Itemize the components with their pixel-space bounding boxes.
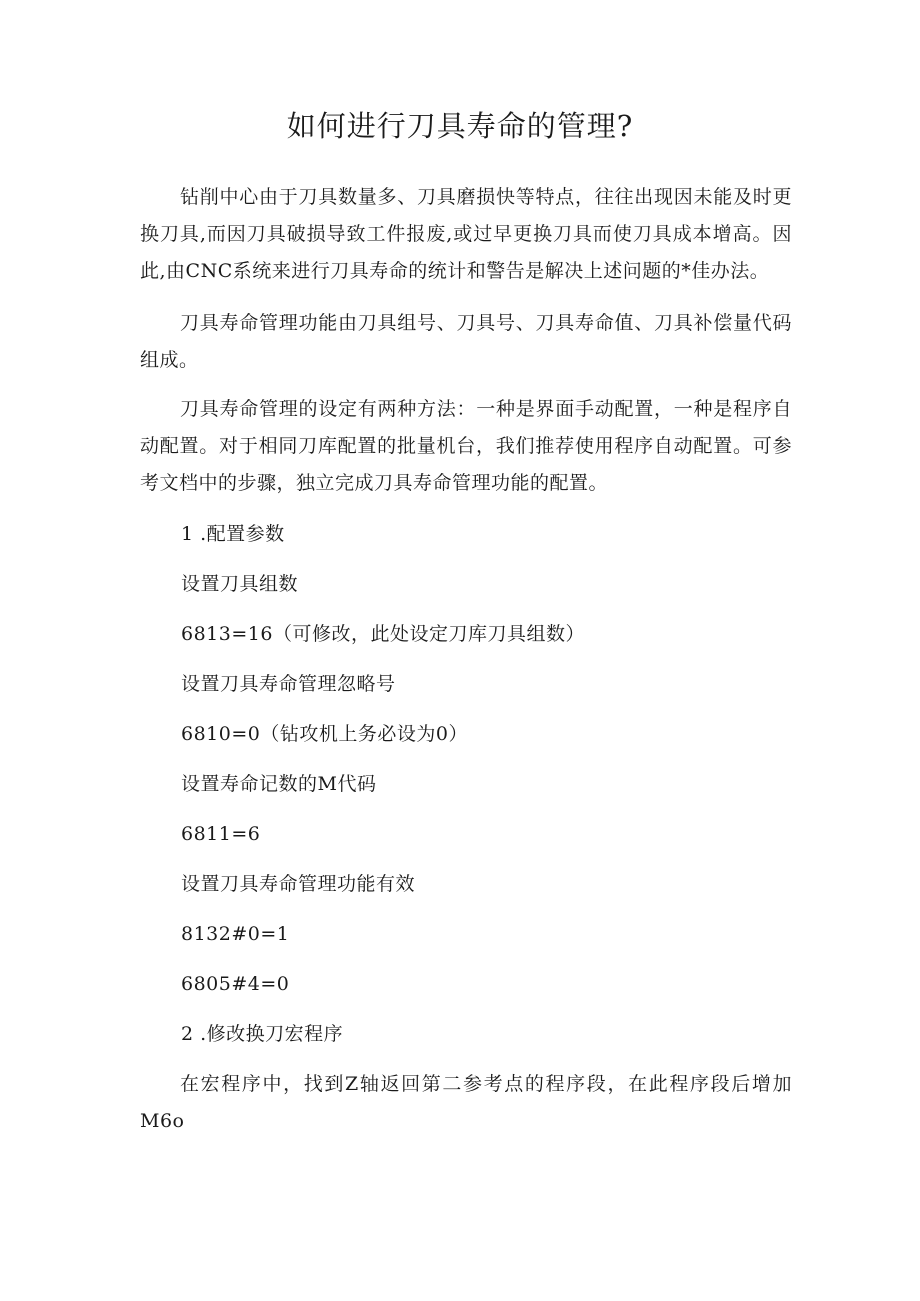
step-code: 6811=6 (181, 823, 261, 845)
paragraph-methods: 刀具寿命管理的设定有两种方法：一种是界面手动配置，一种是程序自动配置。对于相同刀库配置的批量机台，我们推荐使用程序自动配置。可参考文档中的步骤，独立完成刀具寿命管理功能的配置。 (140, 398, 792, 494)
step-text: 设置刀具寿命管理功能有效 (181, 873, 416, 895)
step-text: 设置刀具寿命管理忽略号 (181, 673, 396, 695)
paragraph-intro: 钻削中心由于刀具数量多、刀具磨损快等特点，往往出现因未能及时更换刀具,而因刀具破损导致工件报废,或过早更换刀具而使刀具成本增高。因此,由CNC系统来进行刀具寿命的统计和警告是解决上述问题的*佳办法。 (140, 186, 792, 282)
paragraph-macro-instruction: 在宏程序中，找到Z轴返回第二参考点的程序段，在此程序段后增加M6o (140, 1073, 792, 1132)
document-title: 如何进行刀具寿命的管理? (286, 109, 634, 143)
step-text: 设置寿命记数的M代码 (181, 773, 377, 795)
step-code: 8132#0=1 (181, 923, 290, 945)
step-code: 6805#4=0 (181, 973, 290, 995)
step-code: 6813=16（可修改，此处设定刀库刀具组数） (181, 623, 585, 645)
paragraph-components: 刀具寿命管理功能由刀具组号、刀具号、刀具寿命值、刀具补偿量代码组成。 (140, 312, 792, 371)
step-text: 设置刀具组数 (181, 573, 299, 595)
step-heading-modify-macro: 2 .修改换刀宏程序 (181, 1023, 344, 1045)
step-code: 6810=0（钻攻机上务必设为0） (181, 723, 468, 745)
step-heading-config-params: 1 .配置参数 (181, 523, 285, 545)
